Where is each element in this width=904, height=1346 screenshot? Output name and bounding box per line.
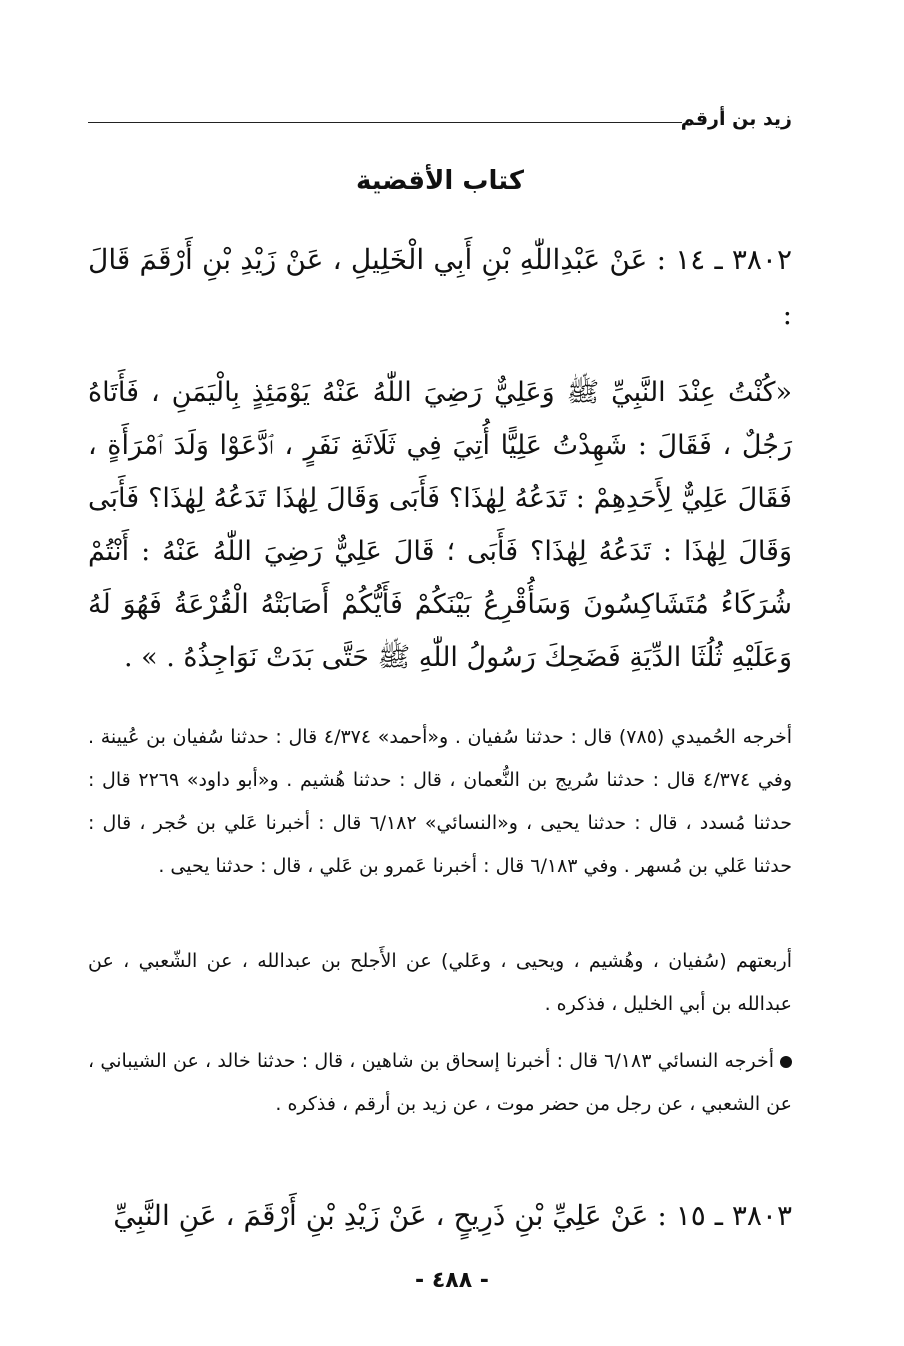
hadith-isnad: عَنْ عَلِيِّ بْنِ ذَرِيحٍ ، عَنْ زَيْدِ بْنِ أَرْقَمَ ، عَنِ النَّبِيِّ [113, 1199, 649, 1232]
hadith-3802-heading [88, 232, 792, 342]
hadith-3802-matn: «كُنْتُ عِنْدَ النَّبِيِّ ﷺ وَعَلِيٌّ رَضِيَ اللّٰهُ عَنْهُ يَوْمَئِذٍ بِالْيَمَنِ ، فَأَتَاهُ رَجُلٌ ، فَقَالَ : شَهِدْتُ عَلِيًّا أُتِيَ فِي ثَلَاثَةِ نَفَرٍ ، ٱدَّعَوْا وَلَدَ ٱمْرَأَةٍ ، فَقَالَ عَلِيٌّ لِأَحَدِهِمْ : تَدَعُهُ لِهٰذَا؟ فَأَبَى وَقَالَ لِهٰذَا تَدَعُهُ لِهٰذَا؟ فَأَبَى وَقَالَ لِهٰذَا : تَدَعُهُ لِهٰذَا؟ فَأَبَى ؛ قَالَ عَلِيٌّ رَضِيَ اللّٰهُ عَنْهُ : أَنْتُمْ شُرَكَاءُ مُتَشَاكِسُونَ وَسَأُقْرِعُ بَيْنَكُمْ فَأَيُّكُمْ أَصَابَتْهُ الْقُرْعَةُ فَهُوَ لَهُ وَعَلَيْهِ ثُلُثَا الدِّيَةِ فَضَحِكَ رَسُولُ اللّٰهِ ﷺ حَتَّى بَدَتْ نَوَاجِذُهُ . » . [88, 377, 792, 673]
takhrij-paragraph-3 [88, 1040, 792, 1126]
bullet-icon [780, 1056, 792, 1068]
running-title: زيد بن أرقم [680, 108, 792, 130]
running-header [88, 104, 792, 144]
takhrij-paragraph-3-text: أخرجه النسائي ٦/١٨٣ قال : أخبرنا إسحاق بن شاهين ، قال : حدثنا خالد ، عن الشيباني ، عن الشعبي ، عن رجل من حضر موت ، عن زيد بن أرقم ، فذكره . [88, 1050, 792, 1115]
takhrij-paragraph-2: أربعتهم (سُفيان ، وهُشيم ، ويحيى ، وعَلي) عن الأَجلح بن عبدالله ، عن الشّعبي ، عن عبدالله بن أبي الخليل ، فذكره . [88, 950, 792, 1015]
hadith-isnad: عَنْ عَبْدِاللّٰهِ بْنِ أَبِي الْخَلِيلِ ، عَنْ زَيْدِ بْنِ أَرْقَمَ قَالَ : [88, 243, 792, 331]
takhrij-paragraph-1: أخرجه الحُميدي (٧٨٥) قال : حدثنا سُفيان . و«أحمد» ٤/٣٧٤ قال : حدثنا سُفيان بن عُيينة . وفي ٤/٣٧٤ قال : حدثنا سُريج بن النُّعمان ، قال : حدثنا هُشيم . و«أبو داود» ٢٢٦٩ قال : حدثنا مُسدد ، قال : حدثنا يحيى ، و«النسائي» ٦/١٨٢ قال : أخبرنا عَلي بن حُجر ، قال : حدثنا عَلي بن مُسهر . وفي ٦/١٨٣ قال : أخبرنا عَمرو بن عَلي ، قال : حدثنا يحيى . [88, 726, 793, 877]
hadith-number: ٣٨٠٣ ـ ١٥ : [657, 1199, 792, 1232]
header-rule [88, 122, 682, 123]
chapter-title: كتاب الأقضية [356, 166, 524, 196]
hadith-3803-heading [88, 1188, 792, 1243]
hadith-number: ٣٨٠٢ ـ ١٤ : [656, 243, 792, 276]
page-number: - ٤٨٨ - [415, 1268, 489, 1293]
